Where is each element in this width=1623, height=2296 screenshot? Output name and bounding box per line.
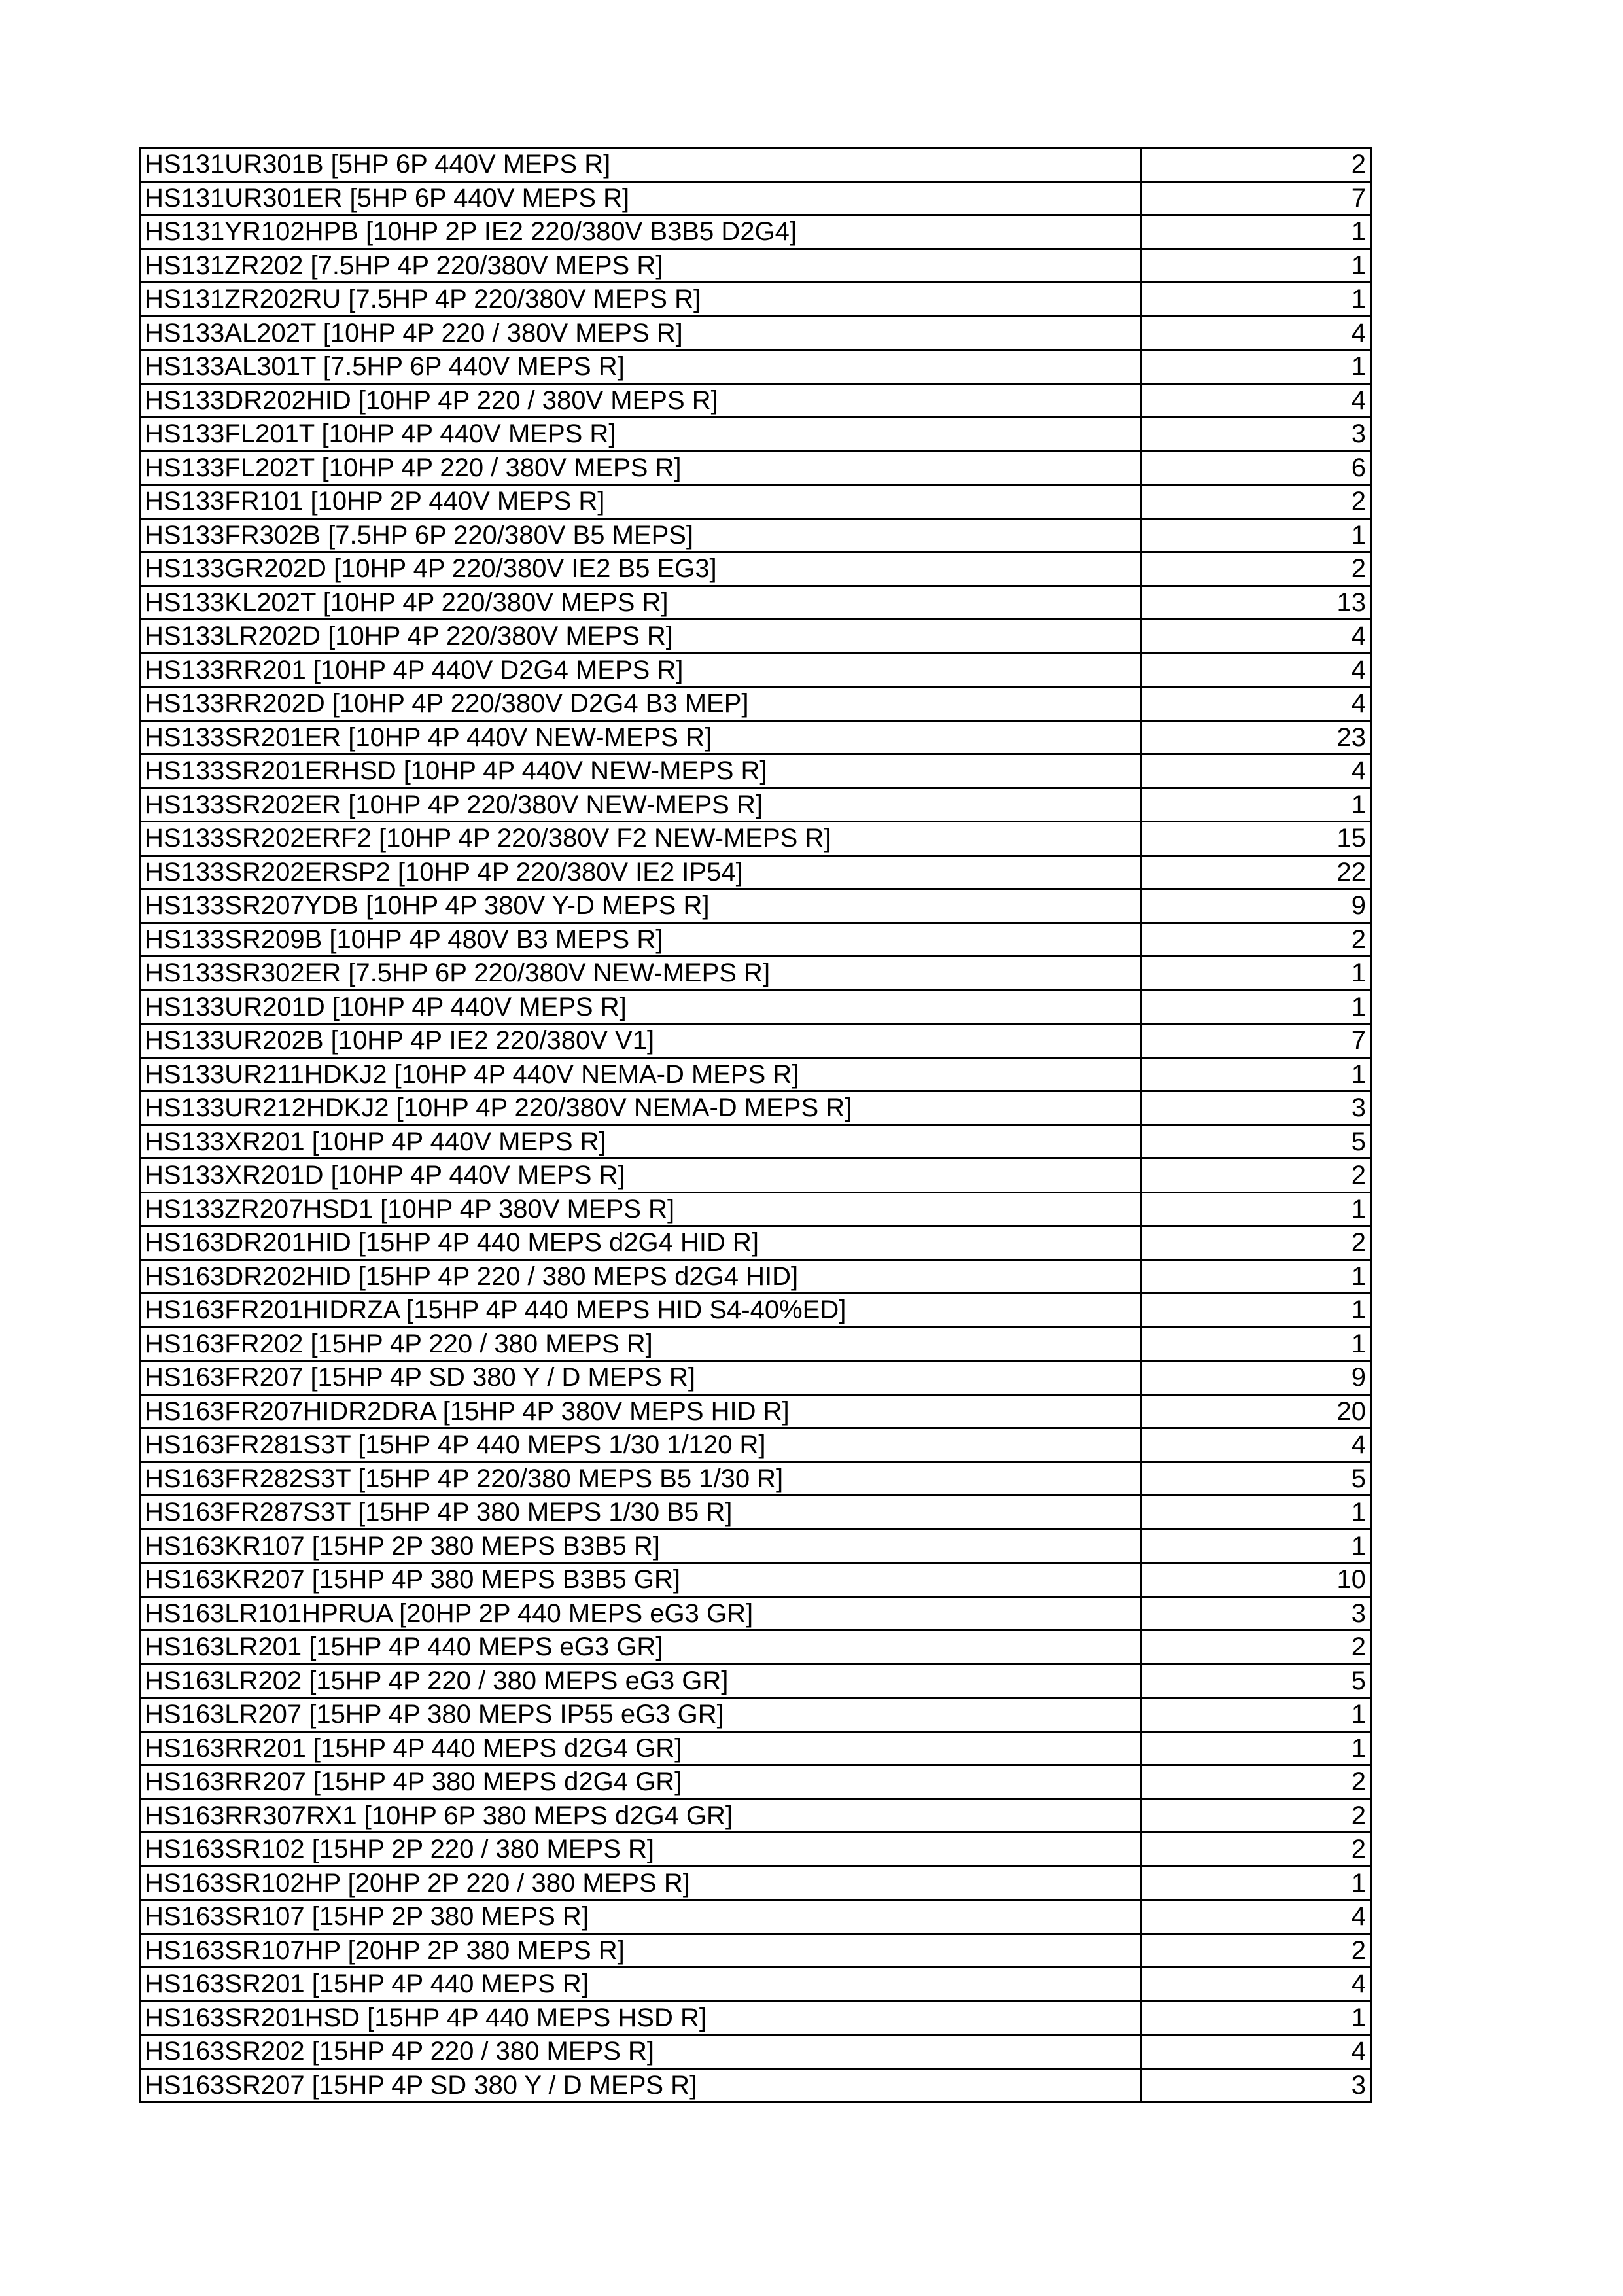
quantity-cell: 15: [1141, 822, 1371, 856]
quantity-cell: 1: [1141, 283, 1371, 317]
quantity-cell: 2: [1141, 1799, 1371, 1833]
product-description-cell: HS163FR207HIDR2DRA [15HP 4P 380V MEPS HID R]: [140, 1394, 1141, 1428]
quantity-cell: 2: [1141, 923, 1371, 957]
table-row: [140, 923, 1371, 957]
table-row: [140, 181, 1371, 215]
quantity-cell: 2: [1141, 1159, 1371, 1193]
product-description-cell: HS133UR211HDKJ2 [10HP 4P 440V NEMA-D MEPS R]: [140, 1057, 1141, 1091]
product-description-cell: HS163RR207 [15HP 4P 380 MEPS d2G4 GR]: [140, 1765, 1141, 1799]
quantity-cell: 2: [1141, 1833, 1371, 1867]
quantity-cell: 9: [1141, 889, 1371, 923]
quantity-cell: 4: [1141, 754, 1371, 788]
table-row: [140, 889, 1371, 923]
quantity-cell: 4: [1141, 2035, 1371, 2069]
product-description-cell: HS163FR281S3T [15HP 4P 440 MEPS 1/30 1/120 R]: [140, 1428, 1141, 1462]
product-description-cell: HS163FR207 [15HP 4P SD 380 Y / D MEPS R]: [140, 1361, 1141, 1395]
product-description-cell: HS131YR102HPB [10HP 2P IE2 220/380V B3B5 D2G4]: [140, 215, 1141, 249]
quantity-cell: 2: [1141, 148, 1371, 182]
quantity-cell: 1: [1141, 1327, 1371, 1361]
product-description-cell: HS163SR201 [15HP 4P 440 MEPS R]: [140, 1968, 1141, 2002]
table-row: [140, 1664, 1371, 1698]
table-row: [140, 1327, 1371, 1361]
quantity-cell: 23: [1141, 720, 1371, 754]
table-row: [140, 1698, 1371, 1732]
quantity-cell: 2: [1141, 1226, 1371, 1260]
product-description-cell: HS133SR201ER [10HP 4P 440V NEW-MEPS R]: [140, 720, 1141, 754]
table-row: [140, 1496, 1371, 1530]
table-row: [140, 1159, 1371, 1193]
table-row: [140, 2001, 1371, 2035]
product-description-cell: HS163LR207 [15HP 4P 380 MEPS IP55 eG3 GR]: [140, 1698, 1141, 1732]
quantity-cell: 2: [1141, 1934, 1371, 1968]
table-row: [140, 148, 1371, 182]
table-row: [140, 1866, 1371, 1900]
product-description-cell: HS163DR202HID [15HP 4P 220 / 380 MEPS d2G4 HID]: [140, 1260, 1141, 1294]
table-row: [140, 1428, 1371, 1462]
table-row: [140, 653, 1371, 687]
product-description-cell: HS133FR302B [7.5HP 6P 220/380V B5 MEPS]: [140, 518, 1141, 552]
quantity-cell: 3: [1141, 1091, 1371, 1125]
table-row: [140, 620, 1371, 654]
table-row: [140, 1631, 1371, 1665]
quantity-cell: 1: [1141, 1529, 1371, 1563]
quantity-cell: 4: [1141, 1968, 1371, 2002]
product-description-cell: HS133UR212HDKJ2 [10HP 4P 220/380V NEMA-D MEPS R]: [140, 1091, 1141, 1125]
product-description-cell: HS163SR207 [15HP 4P SD 380 Y / D MEPS R]: [140, 2068, 1141, 2102]
quantity-cell: 3: [1141, 2068, 1371, 2102]
table-row: [140, 1125, 1371, 1159]
product-description-cell: HS163LR202 [15HP 4P 220 / 380 MEPS eG3 GR]: [140, 1664, 1141, 1698]
quantity-cell: 5: [1141, 1462, 1371, 1496]
quantity-cell: 1: [1141, 2001, 1371, 2035]
quantity-cell: 4: [1141, 620, 1371, 654]
product-description-cell: HS133SR202ER [10HP 4P 220/380V NEW-MEPS R]: [140, 788, 1141, 822]
table-row: [140, 754, 1371, 788]
product-description-cell: HS163LR201 [15HP 4P 440 MEPS eG3 GR]: [140, 1631, 1141, 1665]
product-description-cell: HS133RR202D [10HP 4P 220/380V D2G4 B3 MEP]: [140, 687, 1141, 721]
quantity-cell: 1: [1141, 215, 1371, 249]
table-row: [140, 383, 1371, 417]
table-row: [140, 687, 1371, 721]
product-description-cell: HS133FL202T [10HP 4P 220 / 380V MEPS R]: [140, 451, 1141, 485]
product-description-cell: HS133SR202ERF2 [10HP 4P 220/380V F2 NEW-MEPS R]: [140, 822, 1141, 856]
table-row: [140, 316, 1371, 350]
table-row: [140, 1091, 1371, 1125]
quantity-cell: 2: [1141, 485, 1371, 519]
product-description-cell: HS163RR201 [15HP 4P 440 MEPS d2G4 GR]: [140, 1731, 1141, 1765]
quantity-cell: 5: [1141, 1664, 1371, 1698]
product-description-cell: HS163SR202 [15HP 4P 220 / 380 MEPS R]: [140, 2035, 1141, 2069]
quantity-cell: 4: [1141, 1900, 1371, 1934]
product-description-cell: HS163FR201HIDRZA [15HP 4P 440 MEPS HID S4-40%ED]: [140, 1294, 1141, 1328]
table-row: [140, 1934, 1371, 1968]
product-description-cell: HS131ZR202 [7.5HP 4P 220/380V MEPS R]: [140, 249, 1141, 283]
quantity-cell: 5: [1141, 1125, 1371, 1159]
table-row: [140, 990, 1371, 1024]
product-description-cell: HS133ZR207HSD1 [10HP 4P 380V MEPS R]: [140, 1192, 1141, 1226]
quantity-cell: 1: [1141, 1698, 1371, 1732]
table-row: [140, 249, 1371, 283]
table-row: [140, 417, 1371, 451]
quantity-cell: 1: [1141, 350, 1371, 384]
table-row: [140, 1192, 1371, 1226]
quantity-cell: 4: [1141, 653, 1371, 687]
table-row: [140, 1597, 1371, 1631]
product-description-cell: HS133SR302ER [7.5HP 6P 220/380V NEW-MEPS R]: [140, 957, 1141, 991]
table-row: [140, 586, 1371, 620]
table-row: [140, 215, 1371, 249]
product-description-cell: HS163KR207 [15HP 4P 380 MEPS B3B5 GR]: [140, 1563, 1141, 1597]
product-description-cell: HS131UR301B [5HP 6P 440V MEPS R]: [140, 148, 1141, 182]
product-description-cell: HS163SR201HSD [15HP 4P 440 MEPS HSD R]: [140, 2001, 1141, 2035]
product-description-cell: HS133AL202T [10HP 4P 220 / 380V MEPS R]: [140, 316, 1141, 350]
table-row: [140, 1563, 1371, 1597]
quantity-cell: 1: [1141, 1731, 1371, 1765]
table-row: [140, 788, 1371, 822]
product-description-cell: HS133AL301T [7.5HP 6P 440V MEPS R]: [140, 350, 1141, 384]
inventory-table-body: [140, 148, 1371, 2102]
table-row: [140, 1529, 1371, 1563]
product-description-cell: HS133SR207YDB [10HP 4P 380V Y-D MEPS R]: [140, 889, 1141, 923]
table-row: [140, 1765, 1371, 1799]
product-description-cell: HS133FL201T [10HP 4P 440V MEPS R]: [140, 417, 1141, 451]
inventory-table: [139, 147, 1372, 2103]
table-row: [140, 1731, 1371, 1765]
table-row: [140, 2035, 1371, 2069]
table-row: [140, 1900, 1371, 1934]
quantity-cell: 1: [1141, 518, 1371, 552]
quantity-cell: 4: [1141, 316, 1371, 350]
product-description-cell: HS133UR202B [10HP 4P IE2 220/380V V1]: [140, 1024, 1141, 1058]
product-description-cell: HS133LR202D [10HP 4P 220/380V MEPS R]: [140, 620, 1141, 654]
product-description-cell: HS131UR301ER [5HP 6P 440V MEPS R]: [140, 181, 1141, 215]
quantity-cell: 4: [1141, 1428, 1371, 1462]
quantity-cell: 1: [1141, 249, 1371, 283]
product-description-cell: HS163SR102 [15HP 2P 220 / 380 MEPS R]: [140, 1833, 1141, 1867]
product-description-cell: HS133GR202D [10HP 4P 220/380V IE2 B5 EG3]: [140, 552, 1141, 586]
table-row: [140, 485, 1371, 519]
product-description-cell: HS163DR201HID [15HP 4P 440 MEPS d2G4 HID R]: [140, 1226, 1141, 1260]
table-row: [140, 855, 1371, 889]
product-description-cell: HS163RR307RX1 [10HP 6P 380 MEPS d2G4 GR]: [140, 1799, 1141, 1833]
product-description-cell: HS133FR101 [10HP 2P 440V MEPS R]: [140, 485, 1141, 519]
quantity-cell: 13: [1141, 586, 1371, 620]
product-description-cell: HS133UR201D [10HP 4P 440V MEPS R]: [140, 990, 1141, 1024]
quantity-cell: 22: [1141, 855, 1371, 889]
table-row: [140, 1462, 1371, 1496]
product-description-cell: HS163SR107 [15HP 2P 380 MEPS R]: [140, 1900, 1141, 1934]
quantity-cell: 10: [1141, 1563, 1371, 1597]
quantity-cell: 2: [1141, 1765, 1371, 1799]
quantity-cell: 4: [1141, 687, 1371, 721]
quantity-cell: 3: [1141, 417, 1371, 451]
table-row: [140, 552, 1371, 586]
product-description-cell: HS133SR201ERHSD [10HP 4P 440V NEW-MEPS R]: [140, 754, 1141, 788]
table-row: [140, 1968, 1371, 2002]
quantity-cell: 20: [1141, 1394, 1371, 1428]
quantity-cell: 1: [1141, 1057, 1371, 1091]
table-row: [140, 1024, 1371, 1058]
quantity-cell: 1: [1141, 957, 1371, 991]
product-description-cell: HS163FR202 [15HP 4P 220 / 380 MEPS R]: [140, 1327, 1141, 1361]
table-row: [140, 283, 1371, 317]
table-row: [140, 518, 1371, 552]
table-row: [140, 1057, 1371, 1091]
product-description-cell: HS131ZR202RU [7.5HP 4P 220/380V MEPS R]: [140, 283, 1141, 317]
product-description-cell: HS163FR282S3T [15HP 4P 220/380 MEPS B5 1/30 R]: [140, 1462, 1141, 1496]
table-row: [140, 1226, 1371, 1260]
table-row: [140, 1361, 1371, 1395]
product-description-cell: HS133XR201D [10HP 4P 440V MEPS R]: [140, 1159, 1141, 1193]
table-row: [140, 350, 1371, 384]
product-description-cell: HS163LR101HPRUA [20HP 2P 440 MEPS eG3 GR]: [140, 1597, 1141, 1631]
inventory-sheet: [139, 147, 1370, 2103]
quantity-cell: 3: [1141, 1597, 1371, 1631]
quantity-cell: 2: [1141, 1631, 1371, 1665]
quantity-cell: 1: [1141, 1260, 1371, 1294]
product-description-cell: HS133RR201 [10HP 4P 440V D2G4 MEPS R]: [140, 653, 1141, 687]
quantity-cell: 9: [1141, 1361, 1371, 1395]
table-row: [140, 451, 1371, 485]
table-row: [140, 1294, 1371, 1328]
table-row: [140, 957, 1371, 991]
product-description-cell: HS133XR201 [10HP 4P 440V MEPS R]: [140, 1125, 1141, 1159]
product-description-cell: HS133SR202ERSP2 [10HP 4P 220/380V IE2 IP54]: [140, 855, 1141, 889]
product-description-cell: HS163KR107 [15HP 2P 380 MEPS B3B5 R]: [140, 1529, 1141, 1563]
product-description-cell: HS133KL202T [10HP 4P 220/380V MEPS R]: [140, 586, 1141, 620]
quantity-cell: 1: [1141, 990, 1371, 1024]
table-row: [140, 720, 1371, 754]
product-description-cell: HS163SR102HP [20HP 2P 220 / 380 MEPS R]: [140, 1866, 1141, 1900]
quantity-cell: 6: [1141, 451, 1371, 485]
quantity-cell: 1: [1141, 1866, 1371, 1900]
quantity-cell: 1: [1141, 788, 1371, 822]
product-description-cell: HS133SR209B [10HP 4P 480V B3 MEPS R]: [140, 923, 1141, 957]
quantity-cell: 7: [1141, 1024, 1371, 1058]
quantity-cell: 7: [1141, 181, 1371, 215]
table-row: [140, 2068, 1371, 2102]
quantity-cell: 1: [1141, 1496, 1371, 1530]
quantity-cell: 4: [1141, 383, 1371, 417]
quantity-cell: 2: [1141, 552, 1371, 586]
product-description-cell: HS163SR107HP [20HP 2P 380 MEPS R]: [140, 1934, 1141, 1968]
quantity-cell: 1: [1141, 1294, 1371, 1328]
table-row: [140, 1260, 1371, 1294]
product-description-cell: HS133DR202HID [10HP 4P 220 / 380V MEPS R]: [140, 383, 1141, 417]
table-row: [140, 1799, 1371, 1833]
table-row: [140, 1394, 1371, 1428]
quantity-cell: 1: [1141, 1192, 1371, 1226]
product-description-cell: HS163FR287S3T [15HP 4P 380 MEPS 1/30 B5 R]: [140, 1496, 1141, 1530]
table-row: [140, 1833, 1371, 1867]
table-row: [140, 822, 1371, 856]
